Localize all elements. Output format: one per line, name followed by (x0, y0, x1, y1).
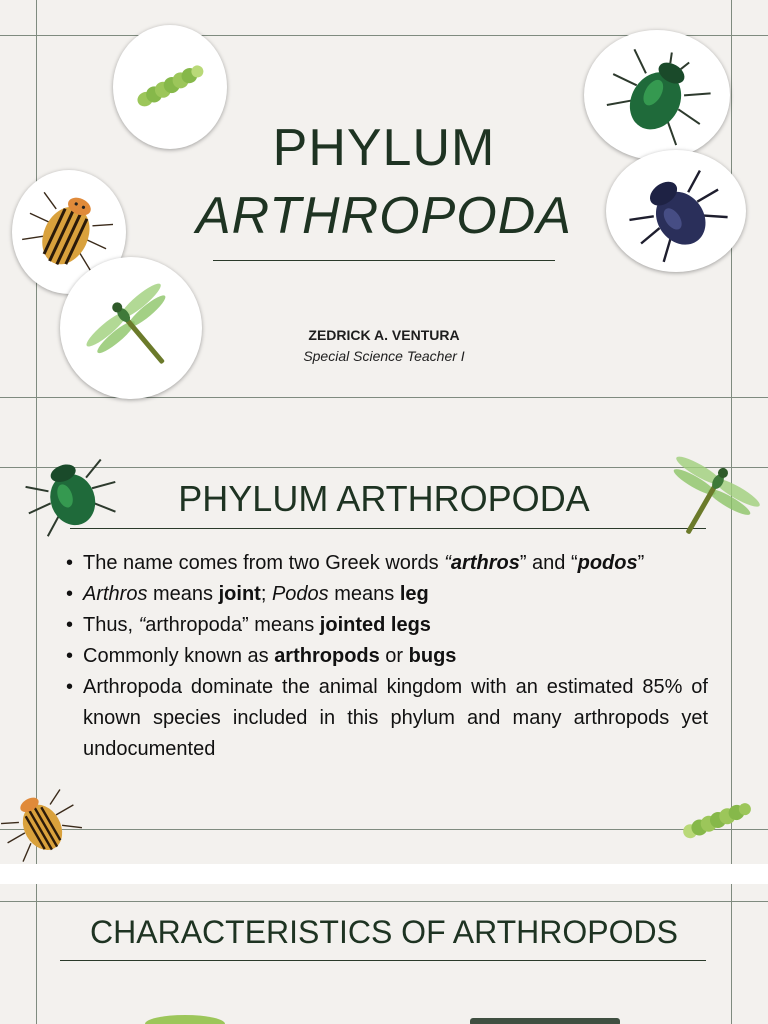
slide-gap-2 (0, 864, 768, 884)
text-run: means (147, 583, 219, 605)
title-line-2: ARTHROPODA (196, 187, 572, 245)
text-run: Commonly known as (83, 645, 275, 667)
text-run: Arthros (83, 583, 148, 605)
cutoff-text-fragment (470, 1018, 620, 1024)
bullet-text (83, 645, 456, 667)
title-line-1: PHYLUM (272, 119, 496, 177)
text-run: Arthropoda dominate the animal kingdom with an estimated 85% of known species included in this phylum and many arthropods yet undocumented (83, 676, 708, 760)
bullet-item (66, 579, 708, 610)
title-slide (0, 0, 768, 432)
text-run: Podos (271, 583, 329, 605)
frame-line-right (731, 884, 732, 1024)
bullet-text (83, 583, 429, 605)
bullet-item (66, 641, 708, 672)
text-run: jointed legs (319, 614, 431, 636)
text-run: means (328, 583, 400, 605)
text-run: “ (138, 614, 146, 636)
bullet-text (83, 676, 708, 760)
text-run: ” (637, 552, 645, 574)
striped-potato-beetle-icon (0, 778, 80, 864)
text-run: “ (444, 552, 451, 574)
content-slide (0, 432, 768, 864)
title-underline (60, 960, 706, 961)
text-run: arthropoda” means (145, 614, 320, 636)
green-scarab-beetle-icon (18, 444, 122, 540)
text-run: ; (260, 583, 272, 605)
bullet-text (83, 614, 431, 636)
frame-line-top (0, 901, 768, 902)
title-underline (213, 260, 555, 261)
frame-line-bottom (0, 829, 768, 830)
slide-title: CHARACTERISTICS OF ARTHROPODS (90, 914, 678, 950)
frame-line-left (36, 884, 37, 1024)
bullet-item (66, 548, 708, 579)
text-run: The name comes from two Greek words (83, 552, 445, 574)
author-role: Special Science Teacher I (303, 348, 465, 364)
characteristics-slide (0, 884, 768, 1024)
text-run: bugs (408, 645, 457, 667)
bullet-list (66, 548, 708, 765)
caterpillar-icon (676, 790, 760, 850)
caterpillar-icon (140, 1010, 230, 1024)
slide-title: PHYLUM ARTHROPODA (178, 478, 590, 519)
dragonfly-icon (658, 440, 766, 544)
dragonfly-icon (78, 272, 186, 378)
author-name: ZEDRICK A. VENTURA (308, 327, 460, 343)
text-run: joint (218, 583, 261, 605)
bullet-item (66, 610, 708, 641)
caterpillar-icon (128, 55, 212, 117)
text-run: ” and “ (519, 552, 578, 574)
text-run: leg (399, 583, 429, 605)
title-underline (70, 528, 706, 529)
green-scarab-beetle-icon (598, 38, 722, 148)
bullet-text (83, 552, 644, 574)
text-run: arthros (450, 552, 520, 574)
text-run: podos (577, 552, 638, 574)
text-run: Thus, (83, 614, 139, 636)
text-run: or (379, 645, 409, 667)
bullet-item (66, 672, 708, 765)
blue-dung-beetle-icon (618, 158, 732, 262)
text-run: arthropods (274, 645, 380, 667)
